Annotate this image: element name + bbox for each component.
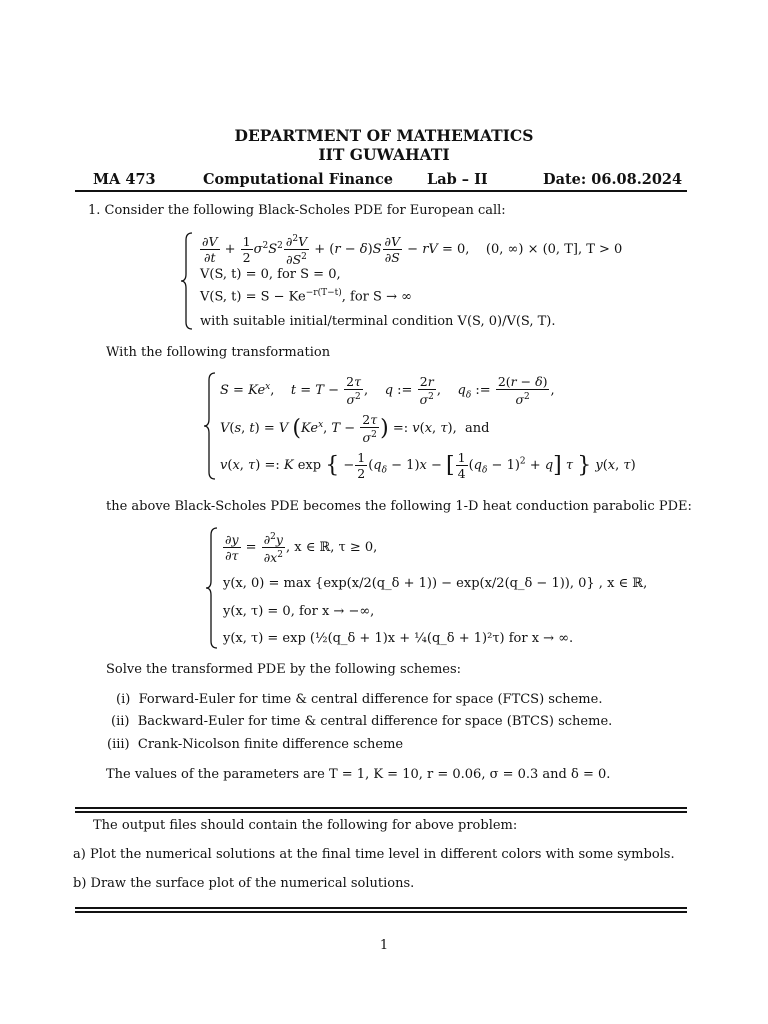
transform-intro: With the following transformation	[106, 345, 331, 360]
heat-pde-equation: $\frac{\partial y}{\partial\tau}$ = $\frac{\partial^2y}{\partial x^2}$ , x ∈ ℝ, τ ≥ 0,	[225, 532, 378, 566]
transform-brace	[203, 372, 217, 480]
bs-boundary-lower: V(S, t) = 0, for S = 0,	[200, 267, 341, 282]
transform-line-1: $S = Ke^x$, t = T − $\frac{2\tau}{\sigma^2}$ , q := $\frac{2r}{\sigma^2}$ , $q_\delta$ := $\frac{2(r - \delta)}{\sigma^2}$ ,	[220, 374, 555, 408]
lab-number: Lab – II	[427, 171, 488, 188]
course-name: Computational Finance	[203, 171, 394, 188]
transform-line-3: v(x, τ) =: K exp { − $\frac{1}{2}$ $(q_\delta - 1)x$ − [ $\frac{1}{4}$ $(q_\delta - 1)^2 + q$] τ } y(x, τ)	[220, 450, 636, 481]
department-title: DEPARTMENT OF MATHEMATICS	[234, 126, 534, 145]
bs-pde-equation: $\frac{\partial V}{\partial t}$ + $\frac{1}{2}$ $\sigma^2S^2$ $\frac{\partial^2V}{\partial S^2}$ + (r − δ)S $\frac{\partial V}{\partial S}$ − rV = 0, (0, ∞) × (0, T], T > 0	[202, 234, 623, 268]
bs-boundary-upper: V(S, $t) = S - Ke^{-r(T-t)}$, for S → ∞	[200, 288, 412, 305]
scheme-item: (i) Forward-Euler for time & central difference for space (FTCS) scheme.	[116, 692, 603, 707]
heat-intro: the above Black-Scholes PDE becomes the following 1-D heat conduction parabolic PDE:	[106, 499, 692, 514]
institute-title: IIT GUWAHATI	[318, 145, 450, 164]
parameter-values: The values of the parameters are T = 1, K = 10, r = 0.06, σ = 0.3 and δ = 0.	[106, 767, 611, 782]
heat-boundary-lower: y(x, τ) = 0, for x → −∞,	[223, 604, 375, 619]
solve-intro: Solve the transformed PDE by the following schemes:	[106, 662, 462, 677]
output-rule-top-1	[75, 807, 687, 809]
heat-system-brace	[205, 527, 219, 649]
bs-system-brace	[180, 232, 194, 330]
output-rule-bottom-2	[75, 911, 687, 913]
header-rule	[75, 190, 687, 192]
output-item: b) Draw the surface plot of the numerical solutions.	[73, 876, 415, 891]
scheme-item: (ii) Backward-Euler for time & central difference for space (BTCS) scheme.	[111, 714, 613, 729]
bs-domain: (0, ∞) × (0, T], T > 0	[485, 242, 623, 258]
heat-boundary-upper: y(x, τ) = exp (½(q_δ + 1)x + ¼(q_δ + 1)²τ) for x → ∞.	[223, 631, 574, 646]
scheme-item: (iii) Crank-Nicolson finite difference scheme	[107, 737, 404, 752]
transform-line-2: V(s, t) = V (Ke$^x$, T − $\frac{2\tau}{\sigma^2}$ ) =: v(x, τ), and	[220, 412, 490, 446]
lab-date: Date: 06.08.2024	[543, 171, 683, 188]
page-number: 1	[379, 938, 389, 953]
bs-terminal-condition: with suitable initial/terminal condition V(S, 0)/V(S, T).	[200, 314, 556, 329]
problem-intro: 1. Consider the following Black-Scholes PDE for European call:	[88, 203, 506, 218]
output-intro: The output files should contain the following for above problem:	[93, 818, 518, 833]
output-item: a) Plot the numerical solutions at the final time level in different colors with some symbols.	[73, 847, 675, 862]
course-code: MA 473	[93, 171, 156, 188]
output-rule-top-2	[75, 811, 687, 813]
heat-initial-condition: y(x, 0) = max {exp(x/2(q_δ + 1)) − exp(x/2(q_δ − 1)), 0} , x ∈ ℝ,	[223, 576, 648, 591]
output-rule-bottom-1	[75, 907, 687, 909]
